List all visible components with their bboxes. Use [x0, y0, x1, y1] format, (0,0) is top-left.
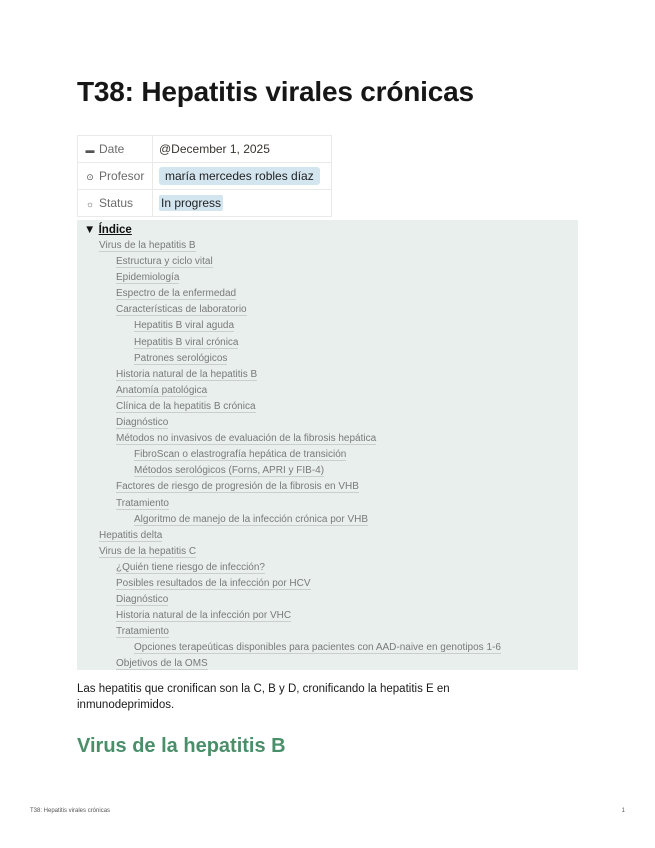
toc-item[interactable] [77, 302, 578, 318]
toc-link[interactable]: Diagnóstico [116, 594, 169, 606]
toc-item[interactable] [77, 479, 578, 495]
footer-title: T38: Hepatitis virales crónicas [30, 808, 111, 814]
toc-toggle[interactable] [77, 222, 578, 238]
toc-link[interactable]: Virus de la hepatitis B [99, 240, 196, 251]
toc-item[interactable] [77, 496, 578, 512]
toc-item[interactable] [77, 512, 578, 528]
toc-link[interactable]: Opciones terapeúticas disponibles para pacientes con AAD-naive en genotipos 1-6 [134, 642, 501, 654]
table-of-contents [77, 220, 578, 670]
toc-item[interactable] [77, 656, 578, 672]
property-value-date[interactable]: @December 1, 2025 [159, 142, 270, 156]
toc-item[interactable] [77, 431, 578, 447]
toc-item[interactable] [77, 286, 578, 302]
toc-link[interactable]: Historia natural de la hepatitis B [116, 368, 258, 380]
toc-link[interactable]: ¿Quién tiene riesgo de infección? [116, 561, 265, 573]
toc-item[interactable] [77, 624, 578, 640]
toc-item[interactable] [77, 592, 578, 608]
toc-item[interactable] [77, 544, 578, 560]
toc-link[interactable]: Anatomía patológica [116, 384, 208, 396]
toc-link[interactable]: Clínica de la hepatitis B crónica [116, 400, 256, 412]
toc-item[interactable] [77, 528, 578, 544]
toc-link[interactable]: Historia natural de la infección por VHC [116, 610, 292, 622]
toc-item[interactable] [77, 415, 578, 431]
toc-item[interactable] [77, 560, 578, 576]
toc-item[interactable] [77, 270, 578, 286]
property-key-label: Date [99, 142, 125, 156]
property-key-label: Status [99, 196, 134, 210]
toc-item[interactable] [77, 399, 578, 415]
property-key-label: Profesor [99, 169, 145, 183]
toc-item[interactable] [77, 447, 578, 463]
toc-link[interactable]: Epidemiología [116, 272, 180, 284]
toc-list [77, 238, 578, 673]
toc-link[interactable]: Diagnóstico [116, 417, 169, 429]
toc-item[interactable] [77, 351, 578, 367]
property-key [78, 136, 153, 163]
toc-link[interactable]: Hepatitis B viral aguda [134, 320, 235, 332]
toc-link[interactable]: Hepatitis delta [99, 529, 163, 541]
toc-link[interactable]: Hepatitis B viral crónica [134, 336, 239, 348]
toc-link[interactable]: Estructura y ciclo vital [116, 256, 213, 268]
toc-heading: Índice [98, 224, 132, 236]
toc-item[interactable] [77, 238, 578, 254]
property-row-profesor [78, 163, 332, 190]
toc-item[interactable] [77, 576, 578, 592]
property-row-status [78, 190, 332, 217]
properties-table [77, 135, 332, 217]
toc-item[interactable] [77, 335, 578, 351]
toc-item[interactable] [77, 254, 578, 270]
calendar-icon: ▬ [85, 145, 95, 155]
property-key [78, 163, 153, 190]
toc-link[interactable]: Objetivos de la OMS [116, 658, 208, 670]
toc-link[interactable]: Características de laboratorio [116, 304, 247, 316]
toggle-triangle-icon[interactable]: ▼ [84, 224, 96, 236]
property-value-cell[interactable] [153, 190, 332, 217]
toc-link[interactable]: Virus de la hepatitis C [99, 545, 197, 557]
toc-item[interactable] [77, 640, 578, 656]
toc-link[interactable]: Tratamiento [116, 497, 169, 509]
person-icon: ⊙ [86, 172, 94, 182]
page-title: T38: Hepatitis virales crónicas [77, 76, 474, 107]
toc-link[interactable]: Posibles resultados de la infección por HCV [116, 577, 311, 589]
property-key [78, 190, 153, 217]
toc-link[interactable]: Patrones serológicos [134, 352, 228, 364]
toc-item[interactable] [77, 463, 578, 479]
property-row-date [78, 136, 332, 163]
property-value-cell[interactable] [153, 163, 332, 190]
section-heading: Virus de la hepatitis B [77, 735, 286, 757]
intro-paragraph: Las hepatitis que cronifican son la C, B y D, cronificando la hepatitis E en inmunodeprimidos. [77, 683, 450, 711]
toc-item[interactable] [77, 608, 578, 624]
toc-link[interactable]: Métodos serológicos (Forns, APRI y FIB-4) [134, 465, 325, 477]
toc-item[interactable] [77, 383, 578, 399]
property-value-cell[interactable] [153, 136, 332, 163]
toc-link[interactable]: Tratamiento [116, 626, 169, 638]
toc-link[interactable]: Espectro de la enfermedad [116, 288, 237, 300]
property-value-status[interactable]: In progress [161, 196, 222, 210]
toc-item[interactable] [77, 367, 578, 383]
status-icon: ☼ [85, 199, 95, 209]
toc-link[interactable]: Algoritmo de manejo de la infección crónica por VHB [134, 513, 369, 525]
toc-link[interactable]: Métodos no invasivos de evaluación de la fibrosis hepática [116, 433, 377, 445]
toc-link[interactable]: FibroScan o elastrografía hepática de transición [134, 449, 347, 461]
toc-link[interactable]: Factores de riesgo de progresión de la fibrosis en VHB [116, 481, 359, 493]
page-number: 1 [621, 808, 625, 814]
property-value-profesor[interactable]: maría mercedes robles díaz [159, 167, 320, 185]
toc-item[interactable] [77, 318, 578, 334]
